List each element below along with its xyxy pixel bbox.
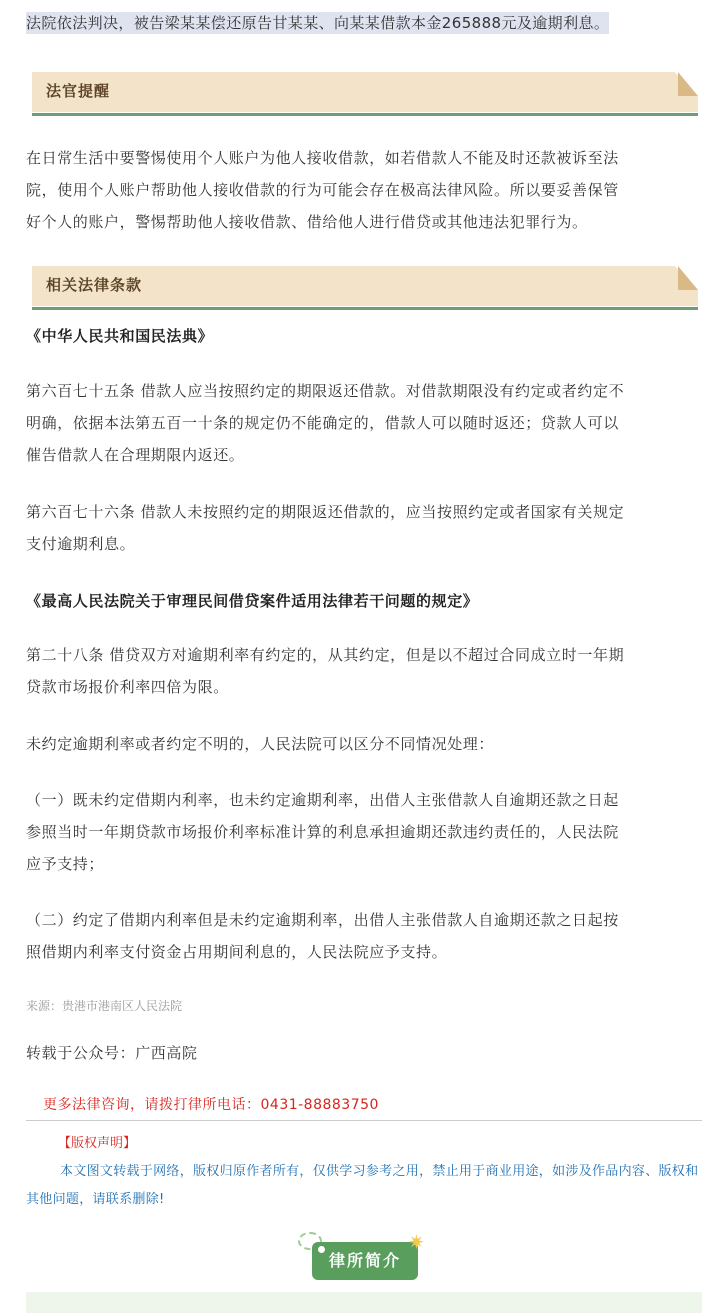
highlighted-judgment-line [26,9,609,37]
laws-header [26,266,698,312]
spc-regulation-title: 《最高人民法院关于审理民间借贷案件适用法律若干问题的规定》 [26,592,479,610]
judge-reminder-paragraph: 在日常生活中要警惕使用个人账户为他人接收借款，如若借款人不能及时还款被诉至法 院，使用个人账户帮助他人接收借款的行为可能会存在极高法律风险。所以要妥善保管 好个人的账户，警惕帮助他人接收借款、借给他人进行借贷或其他违法犯罪行为。 [26,149,619,231]
section-title: 相关法律条款 [46,276,143,294]
item-2-paragraph: （二）约定了借期内利率但是未约定逾期利率，出借人主张借款人自逾期还款之日起按 照借期内利率支付资金占用期间利息的，人民法院应予支持。 [26,911,619,961]
firm-intro-badge [296,1230,436,1286]
civil-code-title: 《中华人民共和国民法典》 [26,327,214,345]
reprint-note: 转载于公众号：广西高院 [26,1044,198,1062]
sparkle-icon: ✷ [408,1230,425,1254]
judge-reminder-header [26,72,698,118]
no-agreement-paragraph: 未约定逾期利率或者约定不明的，人民法院可以区分不同情况处理： [26,735,495,753]
article-676: 第六百七十六条 借款人未按照约定的期限返还借款的，应当按照约定或者国家有关规定 支付逾期利息。 [26,503,625,553]
hotline-text: 更多法律咨询，请拨打律所电话：0431-88883750 [43,1097,379,1113]
article-675: 第六百七十五条 借款人应当按照约定的期限返还借款。对借款期限没有约定或者约定不 明确，依据本法第五百一十条的规定仍不能确定的，借款人可以随时返还；贷款人可以 催告借款人在合理期限内返还。 [26,382,625,464]
firm-intro-button[interactable]: 律所简介 [312,1242,418,1280]
page-fold-icon [678,266,698,290]
source-note: 来源：贵港市港南区人民法院 [26,999,183,1013]
item-1-paragraph: （一）既未约定借期内利率，也未约定逾期利率，出借人主张借款人自逾期还款之日起 参照当时一年期贷款市场报价利率标准计算的利息承担逾期还款违约责任的，人民法院 应予支持； [26,791,619,873]
section-title: 法官提醒 [46,82,111,100]
divider [26,1120,702,1121]
intro-panel [26,1292,702,1313]
judgment-text: 法院依法判决，被告梁某某偿还原告甘某某、向某某借款本金265888元及逾期利息。 [26,14,610,32]
decorative-dot-icon [318,1246,325,1253]
copyright-title: 【版权声明】 [58,1136,137,1151]
copyright-body: 本文图文转载于网络，版权归原作者所有，仅供学习参考之用，禁止用于商业用途，如涉及作品内容、版权和其他问题，请联系删除! [26,1164,699,1207]
page-fold-icon [678,72,698,96]
article-28: 第二十八条 借贷双方对逾期利率有约定的，从其约定，但是以不超过合同成立时一年期 贷款市场报价利率四倍为限。 [26,646,625,696]
